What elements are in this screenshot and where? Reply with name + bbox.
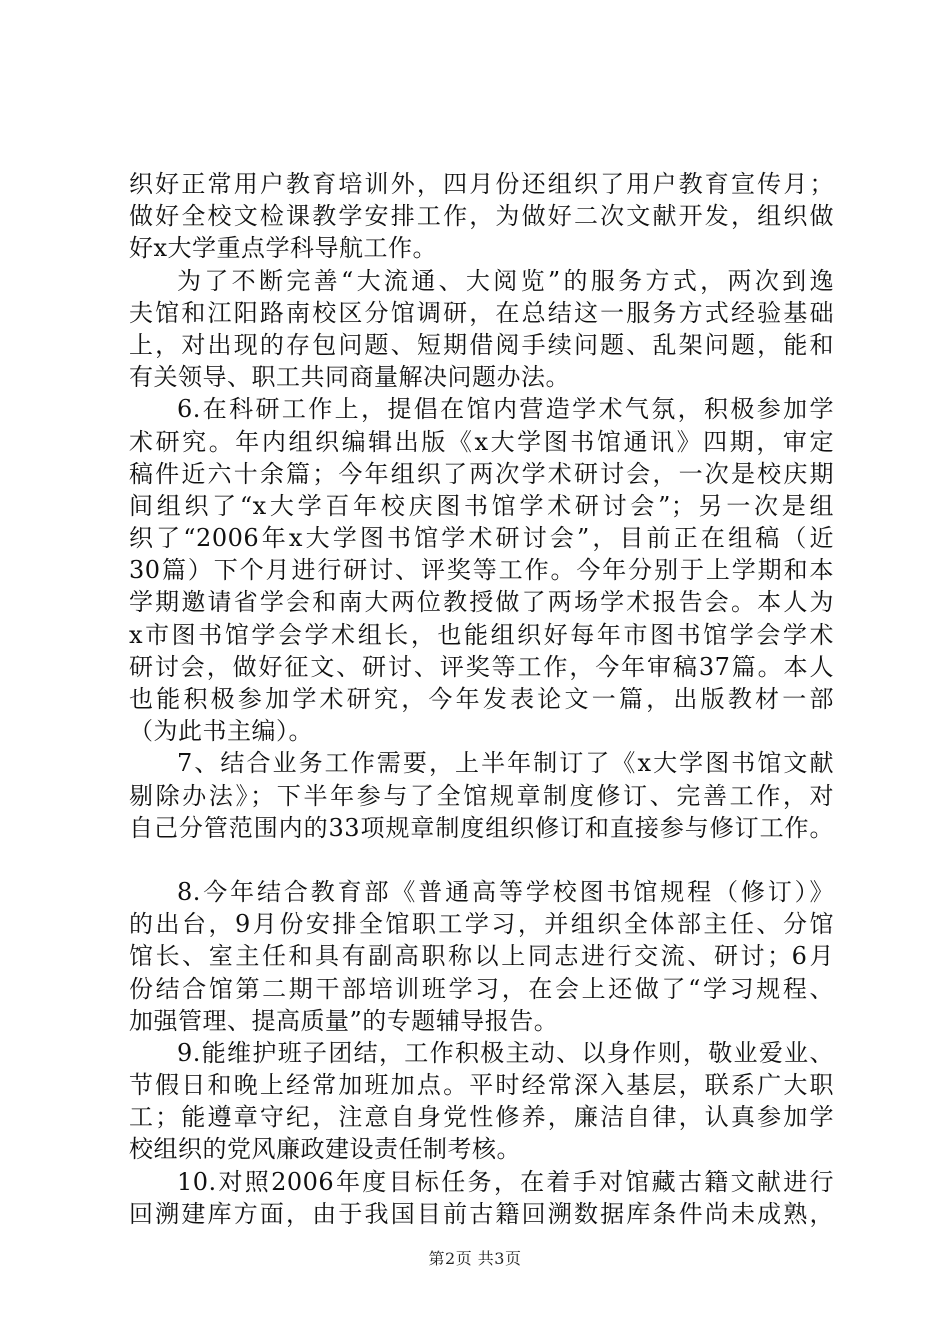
text-line: 学期邀请省学会和南大两位教授做了两场学术报告会。本人为 [129, 588, 834, 617]
text-line: 校组织的党风廉政建设责任制考核。 [129, 1135, 521, 1164]
text-line: 馆长、室主任和具有副高职称以上同志进行交流、研讨；6月 [129, 942, 834, 971]
text-line: 7、结合业务工作需要，上半年制订了《x大学图书馆文献 [177, 749, 834, 778]
text-line: 稿件近六十余篇；今年组织了两次学术研讨会，一次是校庆期 [129, 459, 834, 488]
text-line: 的出台，9月份安排全馆职工学习，并组织全体部主任、分馆 [129, 910, 834, 939]
text-line: 节假日和晚上经常加班加点。平时经常深入基层，联系广大职 [129, 1071, 834, 1100]
text-line: 加强管理、提高质量”的专题辅导报告。 [129, 1006, 559, 1035]
text-line: 上，对出现的存包问题、短期借阅手续问题、乱架问题，能和 [129, 330, 834, 359]
text-line: 间组织了“x大学百年校庆图书馆学术研讨会”；另一次是组 [129, 491, 834, 520]
text-line: 术研究。年内组织编辑出版《x大学图书馆通讯》四期，审定 [129, 427, 834, 456]
text-line: 织了“2006年x大学图书馆学术研讨会”，目前正在组稿（近 [129, 524, 834, 553]
text-line: 10.对照2006年度目标任务，在着手对馆藏古籍文献进行 [177, 1167, 834, 1196]
text-line: 剔除办法》；下半年参与了全馆规章制度修订、完善工作，对 [129, 781, 834, 810]
text-line: 也能积极参加学术研究，今年发表论文一篇，出版教材一部 [129, 685, 834, 713]
text-line: 工；能遵章守纪，注意自身党性修养，廉洁自律，认真参加学 [129, 1103, 834, 1132]
text-line: 回溯建库方面，由于我国目前古籍回溯数据库条件尚未成熟， [129, 1199, 834, 1228]
document-body [129, 168, 834, 1230]
text-line: x市图书馆学会学术组长，也能组织好每年市图书馆学会学术 [129, 620, 834, 649]
text-line: 好x大学重点学科导航工作。 [129, 234, 438, 263]
text-line: 30篇）下个月进行研讨、评奖等工作。今年分别于上学期和本 [129, 556, 834, 585]
text-line: 织好正常用户教育培训外，四月份还组织了用户教育宣传月； [129, 170, 834, 198]
text-line: 份结合馆第二期干部培训班学习，在会上还做了“学习规程、 [129, 974, 834, 1003]
text-line: 8.今年结合教育部《普通高等学校图书馆规程（修订）》 [177, 877, 834, 906]
text-line: 有关领导、职工共同商量解决问题办法。 [129, 363, 570, 392]
text-line: 研讨会，做好征文、研讨、评奖等工作，今年审稿37篇。本人 [129, 652, 834, 681]
text-line: （为此书主编）。 [129, 717, 313, 746]
text-line: 6.在科研工作上，提倡在馆内营造学术气氛，积极参加学 [177, 395, 834, 424]
text-line: 自己分管范围内的33项规章制度组织修订和直接参与修订工作。 [129, 813, 834, 842]
text-line: 为了不断完善“大流通、大阅览”的服务方式，两次到逸 [177, 266, 834, 295]
paragraph-gap [129, 844, 834, 876]
text-line: 夫馆和江阳路南校区分馆调研，在总结这一服务方式经验基础 [129, 298, 834, 327]
page-footer: 第2页 共3页 [428, 1249, 522, 1268]
text-line: 做好全校文检课教学安排工作，为做好二次文献开发，组织做 [129, 202, 834, 231]
text-line: 9.能维护班子团结，工作积极主动、以身作则，敬业爱业、 [177, 1038, 834, 1067]
